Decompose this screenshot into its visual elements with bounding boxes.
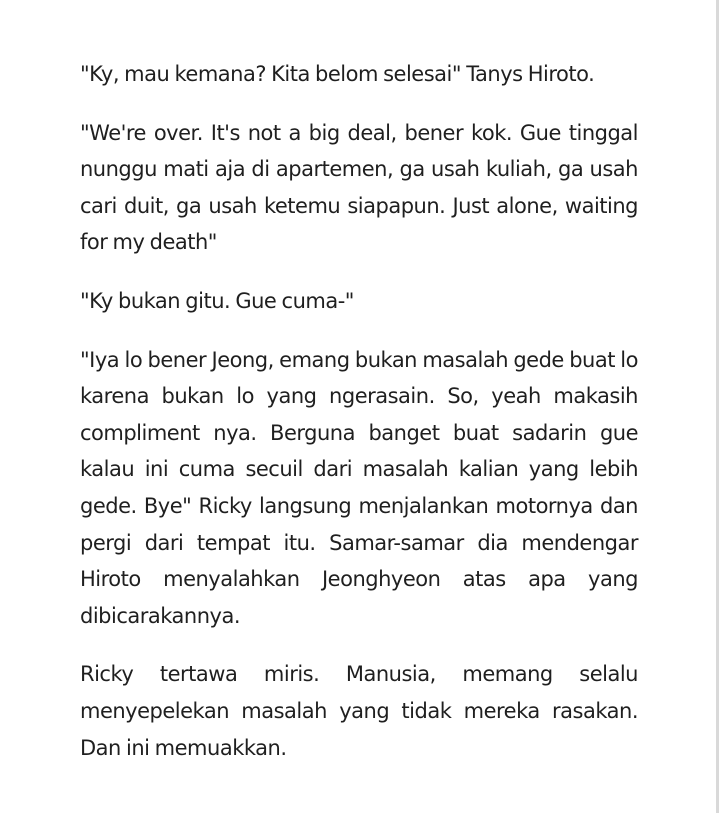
paragraph-2: "We're over. It's not a big deal, bener kok. Gue tinggal nunggu mati aja di apartemen, ga usah kuliah, ga usah cari duit, ga usah ketemu siapapun. Just alone, waiting for my death" [80,120,638,255]
paragraph-3: "Ky bukan gitu. Gue cuma-" [80,288,354,313]
paragraph-1: "Ky, mau kemana? Kita belom selesai" Tanys Hiroto. [80,62,595,86]
paragraph-4: "Iya lo bener Jeong, emang bukan masalah gede buat lo karena bukan lo yang ngerasain. So, yeah makasih compliment nya. Berguna banget buat sadarin gue kalau ini cuma secuil dari masalah kalian yang lebih gede. Bye" Ricky langsung menjalankan motornya dan pergi dari tempat itu. Samar-samar dia mendengar Hiroto menyalahkan Jeonghyeon atas apa yang dibicarakannya. [80,347,638,628]
paragraph-5: Ricky tertawa miris. Manusia, memang selalu menyepelekan masalah yang tidak mereka rasakan. Dan ini memuakkan. [80,662,638,760]
story-text [80,56,638,788]
